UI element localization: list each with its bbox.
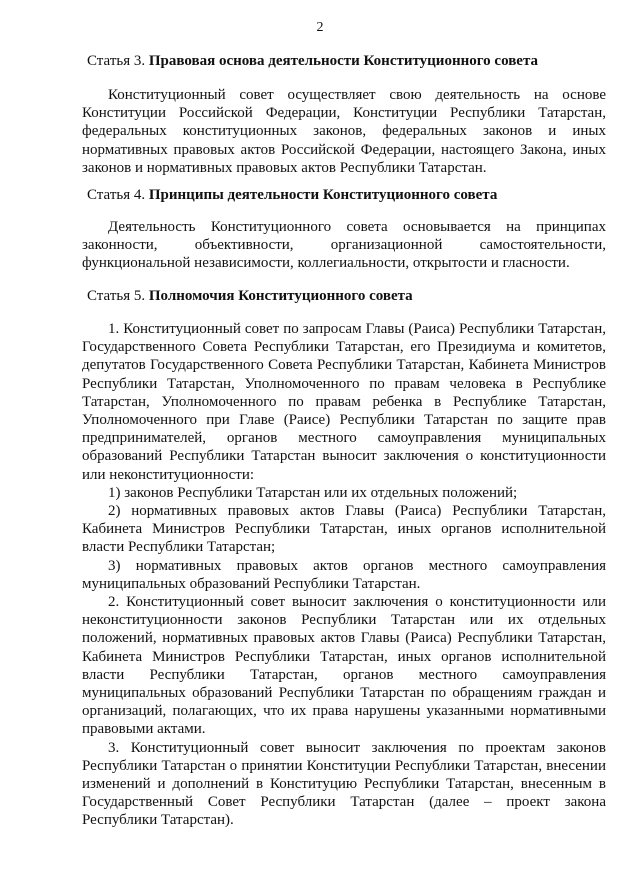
article-paragraph: 3. Конституционный совет выносит заключения по проектам законов Республики Татарстан о принятии Конституции Республики Татарстан, внесении изменений и дополнений в Конституцию Республики Татарстан, внесенным в Государственный Совет Республики Татарстан (далее – проект закона Республики Татарстан). (82, 739, 606, 829)
article-label: Статья 3. (87, 53, 146, 69)
article-5-heading (87, 287, 413, 305)
article-title: Правовая основа деятельности Конституционного совета (148, 53, 539, 69)
article-3-body (82, 86, 606, 177)
page-number: 2 (316, 20, 324, 35)
article-label: Статья 4. (87, 187, 146, 203)
article-paragraph: 2. Конституционный совет выносит заключения о конституционности или неконституционности законов Республики Татарстан или их отдельных положений, нормативных правовых актов Главы (Раиса) Республики Татарстан, Кабинета Министров Республики Татарстан, иных органов исполнительной власти Республики Татарстан, органов местного самоуправления муниципальных образований Республики Татарстан по обращениям граждан и организаций, полагающих, что их права нарушены указанными нормативными правовыми актами. (82, 594, 606, 738)
article-paragraph: Деятельность Конституционного совета основывается на принципах законности, объективности, организационной самостоятельности, функциональной независимости, коллегиальности, открытости и гласности. (82, 219, 606, 272)
article-paragraph: Конституционный совет осуществляет свою деятельность на основе Конституции Российской Федерации, Конституции Республики Татарстан, федеральных конституционных законов, федеральных законов и иных нормативных правовых актов Российской Федерации, настоящего Закона, иных законов и нормативных правовых актов Республики Татарстан. (82, 87, 606, 176)
article-title: Полномочия Конституционного совета (148, 288, 413, 304)
article-4-heading (87, 186, 497, 204)
article-4-body (82, 218, 606, 273)
article-paragraph: 1) законов Республики Татарстан или их отдельных положений; (108, 484, 518, 501)
article-paragraph: 2) нормативных правовых актов Главы (Раиса) Республики Татарстан, Кабинета Министров Республики Татарстан, иных органов исполнительной власти Республики Татарстан; (82, 503, 606, 556)
article-paragraph: 1. Конституционный совет по запросам Главы (Раиса) Республики Татарстан, Государственного Совета Республики Татарстан, его Президиума и комитетов, депутатов Государственного Совета Республики Татарстан, Кабинета Министров Республики Татарстан, Уполномоченного по правам человека в Республике Татарстан, Уполномоченного по правам ребенка в Республике Татарстан, Уполномоченного при Главе (Раисе) Республики Татарстан по защите прав предпринимателей, органов местного самоуправления муниципальных образований Республики Татарстан выносит заключения о конституционности или неконституционности: (82, 321, 606, 483)
article-3-heading (87, 52, 538, 70)
article-label: Статья 5. (87, 288, 146, 304)
article-paragraph: 3) нормативных правовых актов органов местного самоуправления муниципальных образований Республики Татарстан. (82, 557, 606, 592)
article-5-body (82, 320, 606, 830)
article-title: Принципы деятельности Конституционного совета (148, 187, 498, 203)
